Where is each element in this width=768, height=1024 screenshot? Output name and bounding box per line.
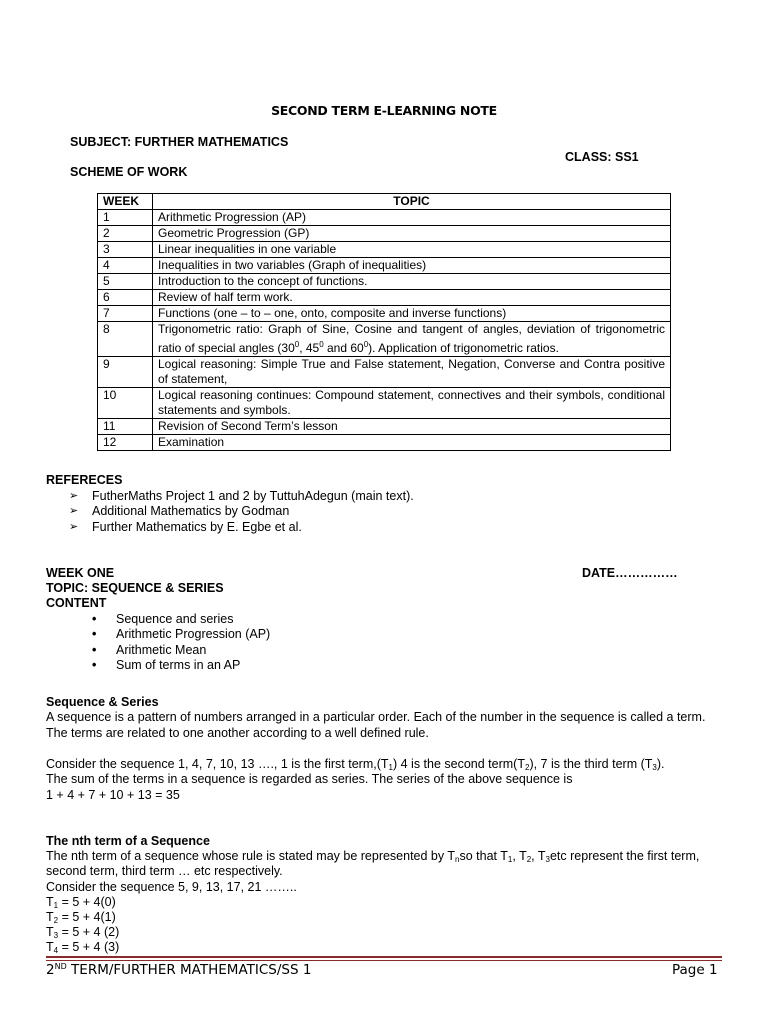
equation-text: = 5 + 4 (3) (58, 940, 120, 954)
equation-text: = 5 + 4 (2) (58, 925, 120, 939)
references-list (46, 489, 414, 536)
subscript: 1 (388, 763, 393, 772)
table-header-row (98, 194, 671, 210)
arrow-bullet-icon: ➢ (69, 505, 79, 517)
content-heading: CONTENT (46, 596, 107, 610)
list-item (46, 627, 270, 642)
week-one-heading: WEEK ONE (46, 566, 115, 580)
table-row (98, 388, 671, 419)
week-cell: 8 (98, 322, 153, 357)
subscript: 1 (53, 901, 59, 910)
week-cell: 2 (98, 226, 153, 242)
week-cell: 11 (98, 419, 153, 435)
class-label: CLASS: SS1 (565, 150, 639, 164)
list-item (46, 504, 414, 520)
content-item-text: Sum of terms in an AP (116, 657, 241, 672)
equation-text: = 5 + 4(0) (58, 895, 116, 909)
text: so that T (459, 849, 508, 863)
bullet-icon: • (92, 627, 97, 642)
footer-rule (46, 956, 722, 958)
bullet-icon: • (92, 657, 97, 672)
text: 2 (46, 962, 55, 978)
degree-superscript: 0 (294, 340, 300, 349)
week-cell: 7 (98, 306, 153, 322)
subscript: 3 (652, 763, 657, 772)
table-row (98, 258, 671, 274)
topic-cell: Arithmetic Progression (AP) (153, 210, 671, 226)
topic-cell: Linear inequalities in one variable (153, 242, 671, 258)
equation-text: = 5 + 4(1) (58, 910, 116, 924)
reference-text: Further Mathematics by E. Egbe et al. (92, 519, 302, 534)
series-sum-line: 1 + 4 + 7 + 10 + 13 = 35 (46, 788, 180, 802)
document-title: SECOND TERM E-LEARNING NOTE (271, 103, 497, 118)
content-item-text: Sequence and series (116, 612, 234, 626)
text: ). (656, 757, 665, 771)
references-section (46, 473, 414, 535)
subject-line: SUBJECT: FURTHER MATHEMATICS (70, 135, 289, 149)
topic-heading: TOPIC: SEQUENCE & SERIES (46, 581, 224, 595)
table-row (98, 226, 671, 242)
table-row (98, 210, 671, 226)
topic-cell: Logical reasoning: Simple True and False statement, Negation, Converse and Contra positive of statement, (153, 357, 671, 388)
subscript: 3 (53, 931, 59, 940)
week-cell: 6 (98, 290, 153, 306)
references-heading: REFERECES (46, 473, 123, 487)
week-cell: 12 (98, 435, 153, 451)
week-cell: 1 (98, 210, 153, 226)
table-row (98, 435, 671, 451)
text: , T (531, 849, 546, 863)
scheme-of-work-table (97, 193, 671, 451)
list-item (46, 489, 414, 505)
topic-cell: Examination (153, 435, 671, 451)
table-row (98, 419, 671, 435)
week-cell: 9 (98, 357, 153, 388)
reference-text: Additional Mathematics by Godman (92, 504, 290, 518)
text: etc represent the first term, (549, 849, 700, 863)
superscript: ND (54, 962, 67, 971)
subscript: 2 (53, 916, 59, 925)
table-row (98, 357, 671, 388)
degree-superscript: 0 (319, 340, 324, 349)
date-label: DATE…………… (582, 566, 678, 580)
topic-cell (153, 322, 671, 357)
topic-cell: Revision of Second Term’s lesson (153, 419, 671, 435)
topic-text: Trigonometric ratio: Graph of Sine, Cosine and tangent of angles, deviation of trigonometric ratio of special angles (30 (158, 322, 665, 355)
subscript: 4 (53, 946, 59, 955)
arrow-bullet-icon: ➢ (69, 489, 79, 502)
nth-term-line3: Consider the sequence 5, 9, 13, 17, 21 …….. (46, 880, 297, 894)
sequence-series-heading: Sequence & Series (46, 695, 159, 709)
sequence-definition-paragraph: A sequence is a pattern of numbers arranged in a particular order. Each of the number in the sequence is called a term. The terms are related to one another according to a well defined rule. (46, 710, 706, 740)
topic-cell: Review of half term work. (153, 290, 671, 306)
reference-text: FutherMaths Project 1 and 2 by TuttuhAdegun (main text). (92, 488, 414, 503)
scheme-heading: SCHEME OF WORK (70, 165, 188, 179)
list-item (46, 612, 270, 627)
page-number: Page 1 (672, 962, 718, 978)
table-row (98, 290, 671, 306)
footer-rule (46, 960, 722, 961)
topic-text: and 60 (323, 341, 364, 355)
text: The nth term of a sequence whose rule is stated may be represented by T (46, 849, 456, 863)
term-equation: $T_1 = 5 + 4(0)$ (46, 895, 116, 910)
week-cell: 3 (98, 242, 153, 258)
topic-cell: Logical reasoning continues: Compound statement, connectives and their symbols, conditional statements and symbols. (153, 388, 671, 419)
week-cell: 5 (98, 274, 153, 290)
table-row (98, 306, 671, 322)
table-row (98, 322, 671, 357)
text: ), 7 is the third term (T (529, 757, 653, 771)
nth-term-heading: The nth term of a Sequence (46, 834, 210, 848)
list-item (46, 658, 270, 673)
footer-left (46, 962, 311, 978)
series-definition-paragraph: The sum of the terms in a sequence is regarded as series. The series of the above sequence is (46, 772, 573, 786)
content-list (46, 612, 270, 673)
arrow-bullet-icon: ➢ (69, 520, 79, 533)
nth-term-line2: second term, third term … etc respectively. (46, 864, 283, 878)
subscript: 2 (526, 855, 532, 864)
topic-cell: Functions (one – to – one, onto, composite and inverse functions) (153, 306, 671, 322)
list-item (46, 520, 414, 536)
degree-superscript: 0 (363, 340, 369, 349)
list-item (46, 643, 270, 658)
term-equation: $T_4 = 5 + 4$ (3) (46, 940, 120, 955)
week-cell: 4 (98, 258, 153, 274)
bullet-icon: • (92, 642, 97, 657)
term-equation: $T_2 = 5 + 4(1)$ (46, 910, 116, 925)
term-equation: $T_3 = 5 + 4$ (2) (46, 925, 120, 940)
table-row (98, 242, 671, 258)
topic-cell: Geometric Progression (GP) (153, 226, 671, 242)
topic-text: ). Application of trigonometric ratios. (368, 341, 559, 355)
bullet-icon: • (92, 612, 97, 626)
subscript: 1 (507, 855, 513, 864)
text: Consider the sequence 1, 4, 7, 10, 13 …., 1 is the first term,(T (46, 757, 389, 771)
topic-cell: Inequalities in two variables (Graph of inequalities) (153, 258, 671, 274)
text: ) 4 is the second term(T (392, 757, 525, 771)
subscript: 2 (524, 763, 530, 772)
subscript: n (455, 855, 460, 864)
week-column-header: WEEK (98, 194, 153, 210)
text: TERM/FURTHER MATHEMATICS/SS 1 (66, 962, 312, 978)
text: , T (512, 849, 527, 863)
week-cell: 10 (98, 388, 153, 419)
content-item-text: Arithmetic Progression (AP) (116, 627, 271, 642)
subscript: 3 (545, 855, 550, 864)
topic-cell: Introduction to the concept of functions. (153, 274, 671, 290)
table-row (98, 274, 671, 290)
topic-text: , 45 (299, 341, 320, 355)
topic-column-header: TOPIC (153, 194, 671, 210)
content-item-text: Arithmetic Mean (116, 642, 207, 657)
